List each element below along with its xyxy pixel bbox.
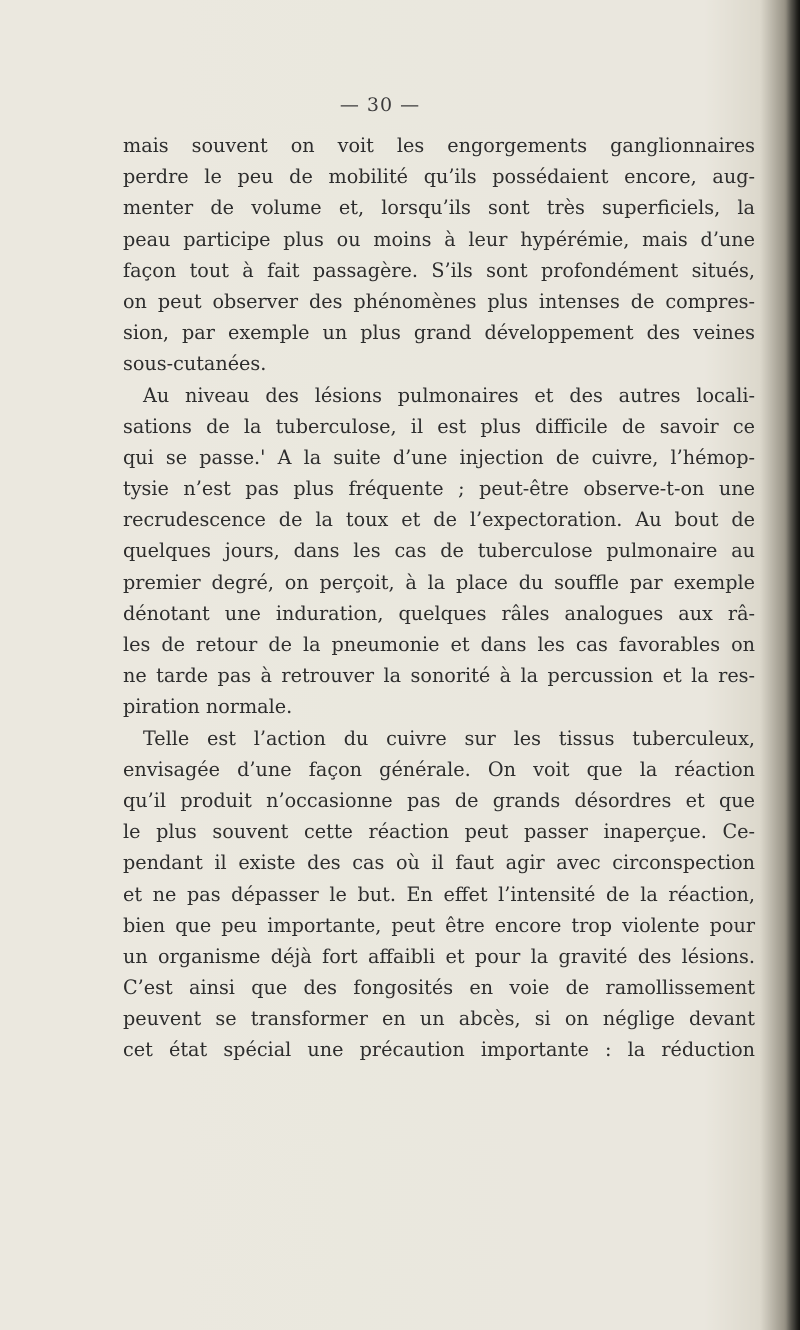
page-edge-shadow: [786, 0, 800, 1330]
text-line: menter de volume et, lorsqu’ils sont très superficiels, la: [123, 196, 755, 220]
text-line: sations de la tuberculose, il est plus difficile de savoir ce: [123, 414, 755, 438]
text-line: peuvent se transformer en un abcès, si on néglige devant: [123, 1007, 755, 1031]
text-line: bien que peu importante, peut être encore trop violente pour: [123, 913, 755, 937]
text-line: façon tout à fait passagère. S’ils sont profondément situés,: [123, 258, 755, 282]
text-line: qui se passe.' A la suite d’une injection de cuivre, l’hémop-: [123, 445, 755, 469]
text-line: peau participe plus ou moins à leur hypérémie, mais d’une: [123, 227, 755, 251]
text-line: envisagée d’une façon générale. On voit que la réaction: [123, 757, 755, 781]
text-line: cet état spécial une précaution importante : la réduction: [123, 1038, 755, 1062]
text-line: tysie n’est pas plus fréquente ; peut-être observe-t-on une: [123, 477, 755, 501]
text-line: un organisme déjà fort affaibli et pour la gravité des lésions.: [123, 944, 755, 968]
text-line: pendant il existe des cas où il faut agir avec circonspection: [123, 851, 755, 875]
text-line: Telle est l’action du cuivre sur les tissus tuberculeux,: [143, 726, 755, 750]
text-line: dénotant une induration, quelques râles analogues aux râ-: [123, 601, 755, 625]
page-number: — 30 —: [339, 94, 421, 116]
text-line: premier degré, on perçoit, à la place du souffle par exemple: [123, 570, 755, 594]
text-line: sous-cutanées.: [123, 352, 267, 376]
text-line: sion, par exemple un plus grand développement des veines: [123, 321, 755, 345]
text-line: ne tarde pas à retrouver la sonorité à la percussion et la res-: [123, 664, 755, 688]
text-line: le plus souvent cette réaction peut passer inaperçue. Ce-: [123, 820, 755, 844]
text-line: perdre le peu de mobilité qu’ils possédaient encore, aug-: [123, 165, 755, 189]
text-line: quelques jours, dans les cas de tuberculose pulmonaire au: [123, 539, 755, 563]
text-line: Au niveau des lésions pulmonaires et des autres locali-: [143, 383, 755, 407]
text-line: on peut observer des phénomènes plus intenses de compres-: [123, 289, 755, 313]
body-text: [123, 130, 755, 1066]
text-line: C’est ainsi que des fongosités en voie de ramollissement: [123, 976, 755, 1000]
text-line: qu’il produit n’occasionne pas de grands désordres et que: [123, 788, 755, 812]
text-line: recrudescence de la toux et de l’expectoration. Au bout de: [123, 508, 755, 532]
text-line: les de retour de la pneumonie et dans les cas favorables on: [123, 633, 755, 656]
text-line: mais souvent on voit les engorgements ganglionnaires: [123, 134, 755, 157]
text-line: et ne pas dépasser le but. En effet l’intensité de la réaction,: [123, 882, 755, 906]
text-line: piration normale.: [123, 695, 293, 719]
